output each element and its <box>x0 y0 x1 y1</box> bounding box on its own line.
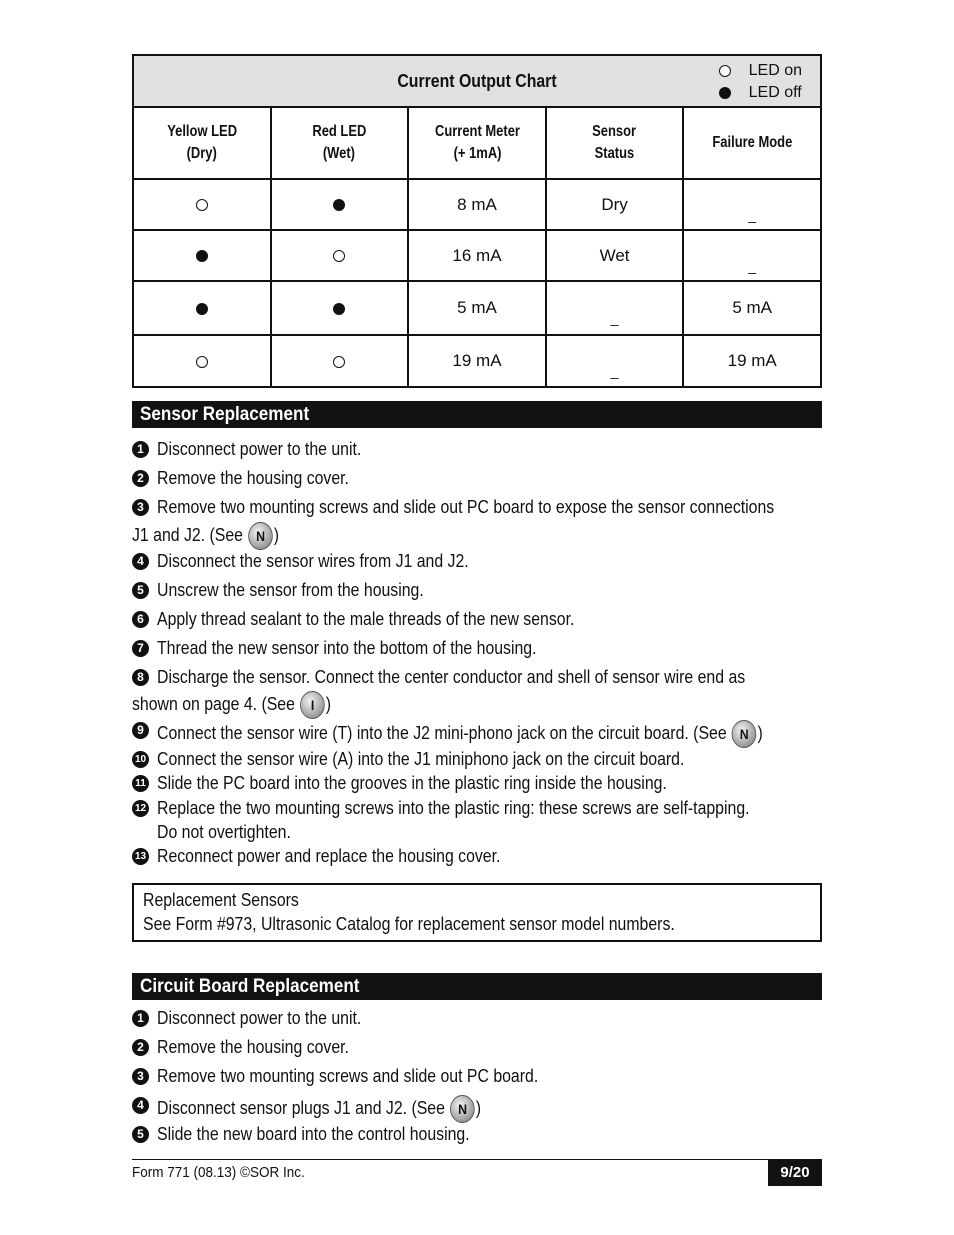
list-item: 5 Slide the new board into the control housing. <box>132 1124 822 1153</box>
header-failure-mode: Failure Mode <box>683 107 821 179</box>
list-item: 10 Connect the sensor wire (A) into the J1 miniphono jack on the circuit board. <box>132 749 822 773</box>
chart-title-cell <box>133 55 821 107</box>
list-item: 8 Discharge the sensor. Connect the center conductor and shell of sensor wire end as <box>132 667 822 691</box>
step-number-1: 1 <box>132 1010 149 1027</box>
page-number: 9/20 <box>768 1160 822 1186</box>
step-number-10: 10 <box>132 751 149 768</box>
filled-circle-icon <box>719 87 731 99</box>
yellow-led-indicator-icon <box>196 303 208 315</box>
note-title: Replacement Sensors <box>143 890 299 910</box>
list-item: 11 Slide the PC board into the grooves in the plastic ring inside the housing. <box>132 773 822 798</box>
current-value: 19 mA <box>408 335 546 387</box>
step-number-3: 3 <box>132 499 149 516</box>
step-number-13: 13 <box>132 848 149 865</box>
note-n-icon: N <box>732 720 757 748</box>
list-item: 3 Remove two mounting screws and slide out PC board to expose the sensor connections <box>132 497 822 522</box>
list-item: 5 Unscrew the sensor from the housing. <box>132 580 822 609</box>
red-led-indicator-icon <box>333 303 345 315</box>
replacement-sensors-note <box>132 883 822 942</box>
current-value: 8 mA <box>408 179 546 230</box>
failure-value: _ <box>683 179 821 230</box>
current-value: 16 mA <box>408 230 546 281</box>
note-body: See Form #973, Ultrasonic Catalog for replacement sensor model numbers. <box>143 914 675 934</box>
list-item-continuation: shown on page 4. (See I ) <box>132 691 822 720</box>
list-item: 9 Connect the sensor wire (T) into the J2 mini-phono jack on the circuit board. (See N ) <box>132 720 822 749</box>
failure-value: 19 mA <box>683 335 821 387</box>
sensor-replacement-heading: Sensor Replacement <box>132 401 822 428</box>
list-item: 13 Reconnect power and replace the housing cover. <box>132 846 822 870</box>
list-item: 3 Remove two mounting screws and slide out PC board. <box>132 1066 822 1095</box>
info-i-icon: I <box>300 691 325 719</box>
step-number-4: 4 <box>132 553 149 570</box>
current-value: 5 mA <box>408 281 546 335</box>
header-red-led: Red LED (Wet) <box>271 107 409 179</box>
list-item: 1 Disconnect power to the unit. <box>132 1008 822 1037</box>
status-value: _ <box>546 281 684 335</box>
current-output-chart <box>132 54 822 388</box>
step-number-2: 2 <box>132 470 149 487</box>
list-item: 2 Remove the housing cover. <box>132 1037 822 1066</box>
open-circle-icon <box>719 65 731 77</box>
step-number-3: 3 <box>132 1068 149 1085</box>
step-number-12: 12 <box>132 800 149 817</box>
step-number-6: 6 <box>132 611 149 628</box>
status-value: Wet <box>546 230 684 281</box>
legend-led-off: LED off <box>748 84 802 101</box>
step-number-9: 9 <box>132 722 149 739</box>
yellow-led-indicator-icon <box>196 250 208 262</box>
step-number-7: 7 <box>132 640 149 657</box>
yellow-led-indicator-icon <box>196 199 208 211</box>
table-row <box>133 335 821 387</box>
sensor-replacement-steps <box>132 439 822 870</box>
failure-value: 5 mA <box>683 281 821 335</box>
form-number: Form 771 (08.13) ©SOR Inc. <box>132 1164 305 1181</box>
list-item: 1 Disconnect power to the unit. <box>132 439 822 468</box>
page-footer <box>132 1159 822 1187</box>
step-number-11: 11 <box>132 775 149 792</box>
note-n-icon: N <box>248 522 273 550</box>
step-number-5: 5 <box>132 1126 149 1143</box>
list-item: 7 Thread the new sensor into the bottom of the housing. <box>132 638 822 667</box>
page-content <box>132 54 822 1153</box>
step-number-8: 8 <box>132 669 149 686</box>
list-item-continuation: Do not overtighten. <box>157 822 291 842</box>
red-led-indicator-icon <box>333 356 345 368</box>
status-value: _ <box>546 335 684 387</box>
step-number-2: 2 <box>132 1039 149 1056</box>
yellow-led-indicator-icon <box>196 356 208 368</box>
legend-led-on: LED on <box>748 62 802 79</box>
list-item: 12 Replace the two mounting screws into the plastic ring: these screws are self-tapping. <box>132 798 822 822</box>
note-n-icon: N <box>450 1095 475 1123</box>
red-led-indicator-icon <box>333 199 345 211</box>
chart-legend <box>719 60 802 104</box>
step-number-4: 4 <box>132 1097 149 1114</box>
circuit-board-steps <box>132 1008 822 1153</box>
step-number-5: 5 <box>132 582 149 599</box>
table-row <box>133 179 821 230</box>
list-item: 4 Disconnect the sensor wires from J1 and J2. <box>132 551 822 580</box>
circuit-board-replacement-heading: Circuit Board Replacement <box>132 973 822 1000</box>
table-row <box>133 281 821 335</box>
header-current-meter: Current Meter (+ 1mA) <box>408 107 546 179</box>
step-number-1: 1 <box>132 441 149 458</box>
red-led-indicator-icon <box>333 250 345 262</box>
table-row <box>133 230 821 281</box>
failure-value: _ <box>683 230 821 281</box>
list-item: 6 Apply thread sealant to the male threads of the new sensor. <box>132 609 822 638</box>
list-item: 4 Disconnect sensor plugs J1 and J2. (See N ) <box>132 1095 822 1124</box>
status-value: Dry <box>546 179 684 230</box>
header-sensor-status: Sensor Status <box>546 107 684 179</box>
chart-title: Current Output Chart <box>397 70 557 91</box>
list-item: 2 Remove the housing cover. <box>132 468 822 497</box>
header-yellow-led: Yellow LED (Dry) <box>133 107 271 179</box>
list-item-continuation: J1 and J2. (See N ) <box>132 522 822 551</box>
